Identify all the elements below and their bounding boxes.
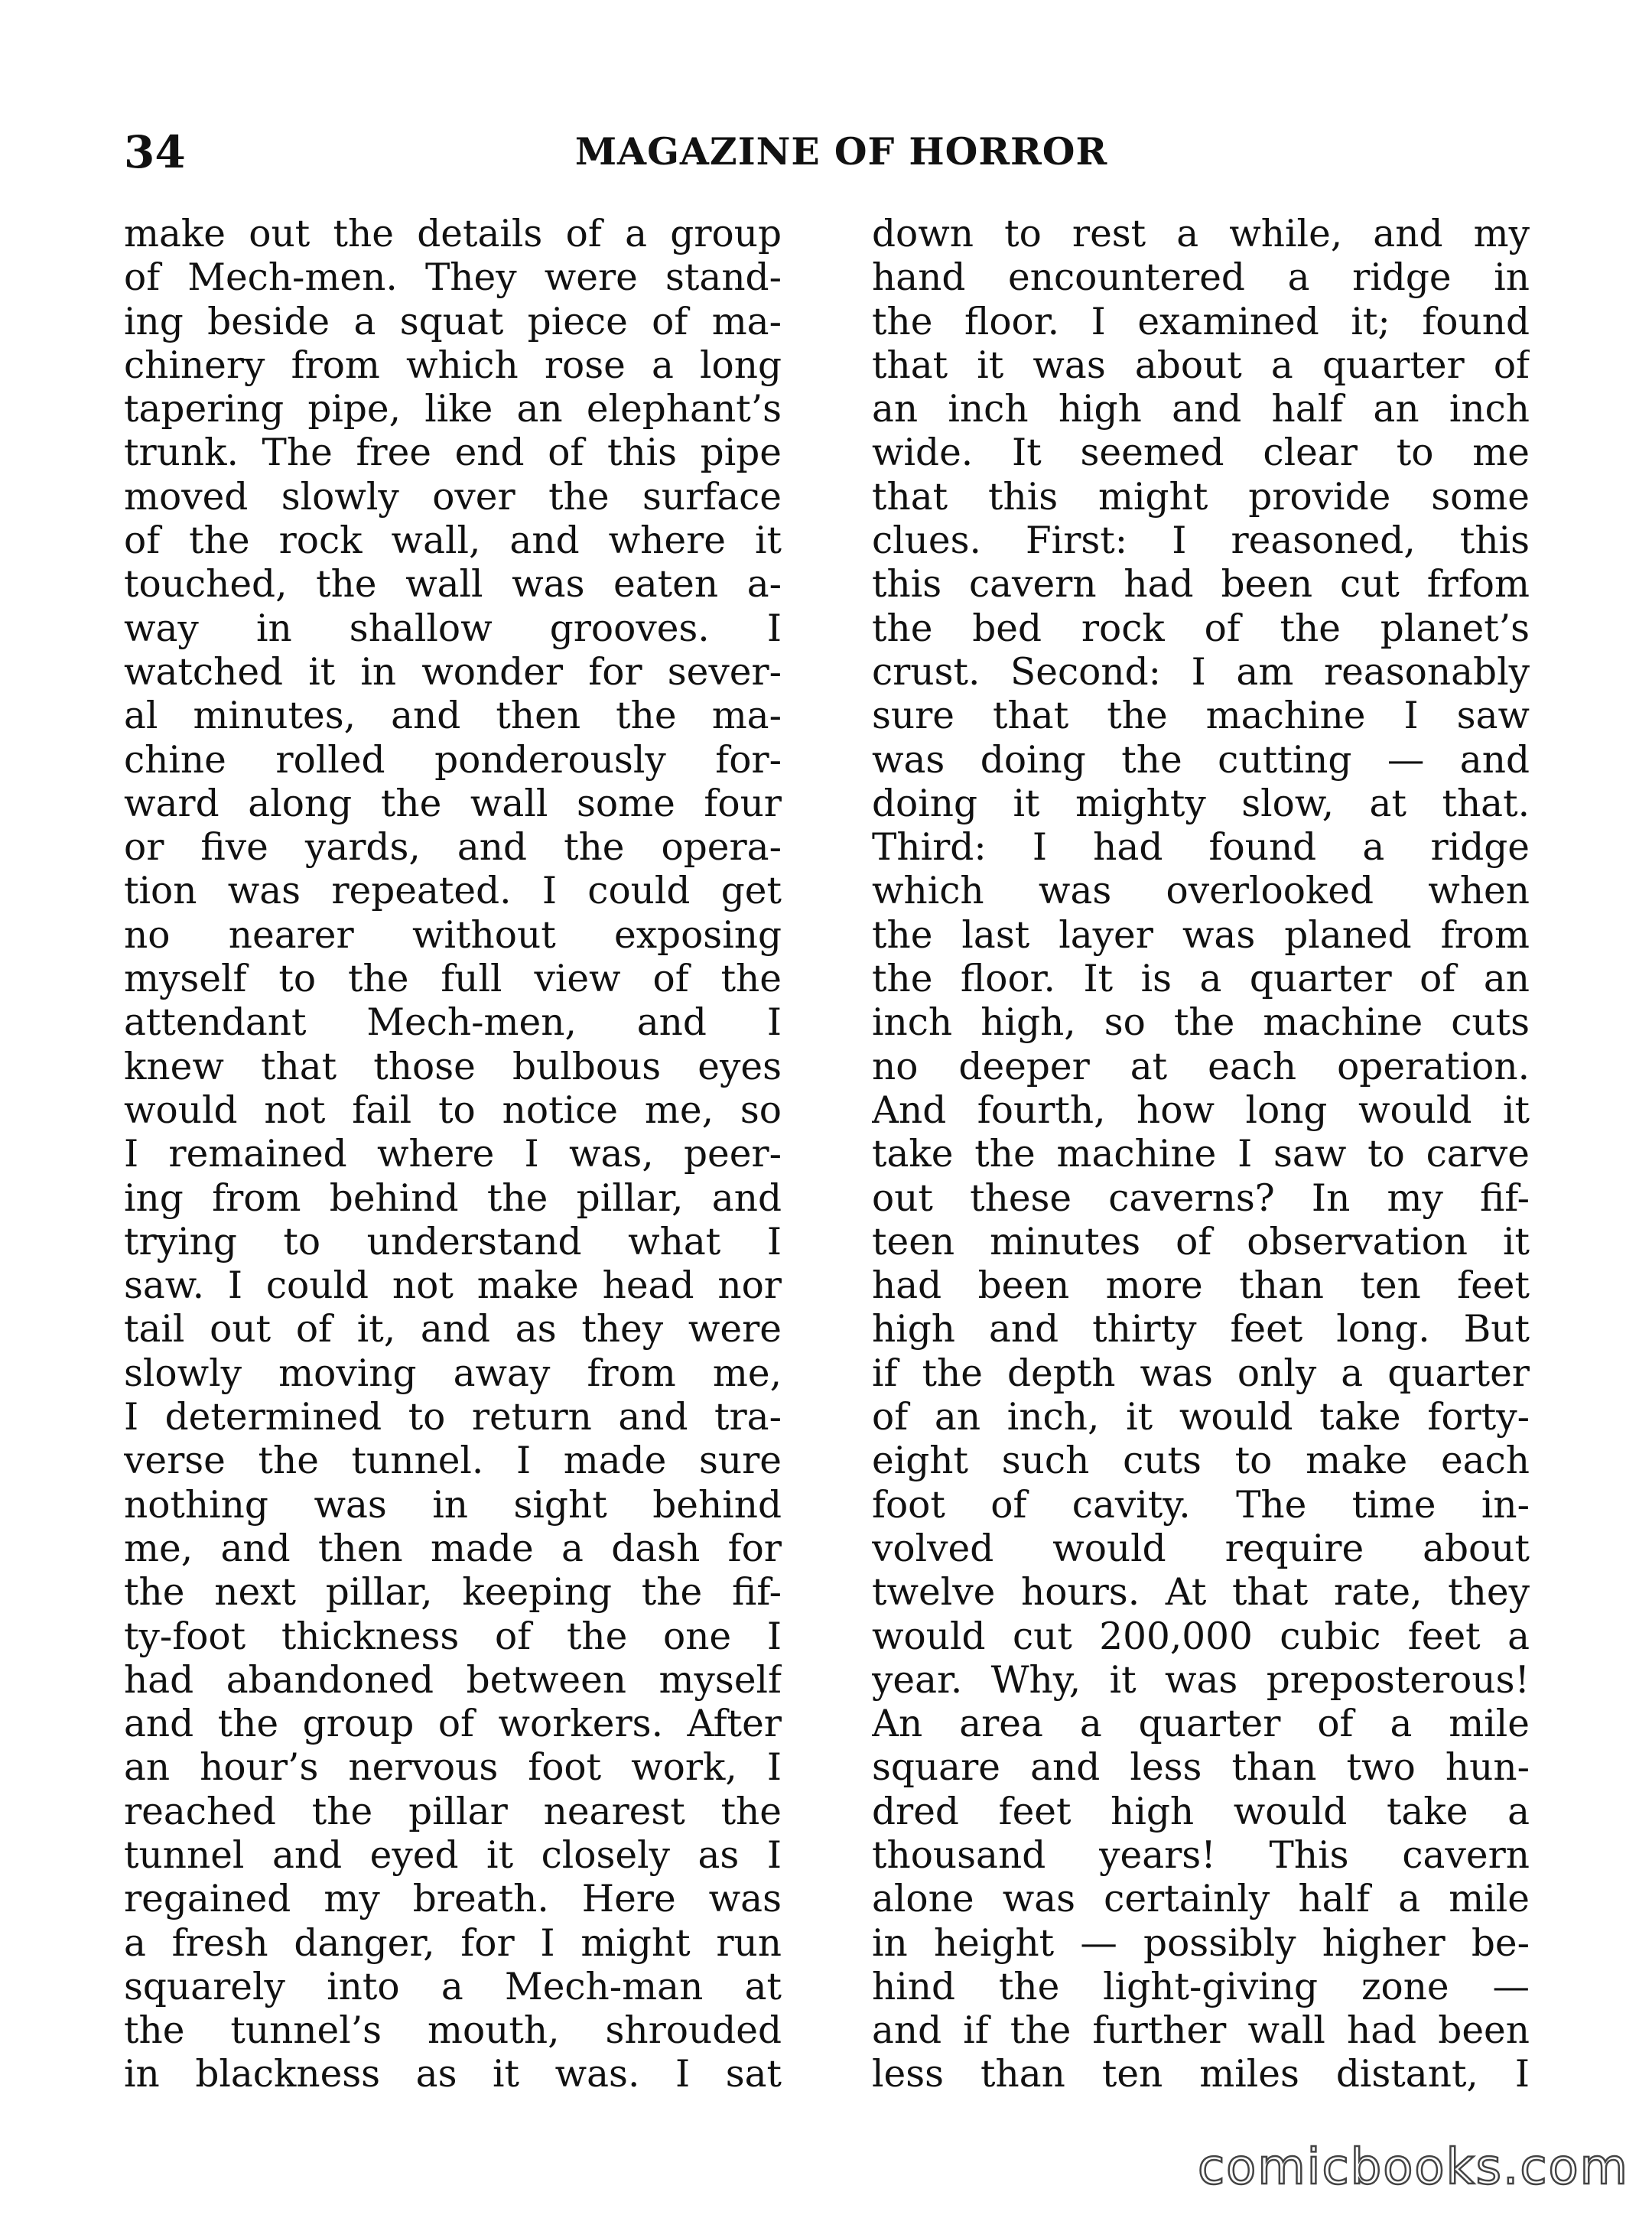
text-line: volved would require about <box>872 1527 1530 1570</box>
text-line: saw. I could not make head nor <box>124 1264 782 1308</box>
text-line: of Mech-men. They were stand- <box>124 256 782 300</box>
text-line: in height — possibly higher be- <box>872 1921 1530 1965</box>
text-line: was doing the cutting — and <box>872 738 1530 782</box>
text-line: out these caverns? In my fif- <box>872 1176 1530 1220</box>
text-line: I remained where I was, peer- <box>124 1133 782 1176</box>
text-line: An area a quarter of a mile <box>872 1703 1530 1746</box>
text-line: of an inch, it would take forty- <box>872 1396 1530 1439</box>
text-line: this cavern had been cut frfom <box>872 563 1530 607</box>
left-text-column <box>124 213 782 2097</box>
text-line: had been more than ten feet <box>872 1264 1530 1308</box>
text-line: would cut 200,000 cubic feet a <box>872 1615 1530 1658</box>
page-number: 34 <box>124 126 186 178</box>
text-line: and if the further wall had been <box>872 2009 1530 2053</box>
text-line: And fourth, how long would it <box>872 1088 1530 1132</box>
text-line: regained my breath. Here was <box>124 1878 782 1921</box>
text-line: or five yards, and the opera- <box>124 826 782 870</box>
text-line: high and thirty feet long. But <box>872 1308 1530 1351</box>
text-line: reached the pillar nearest the <box>124 1790 782 1833</box>
text-line: ty-foot thickness of the one I <box>124 1615 782 1658</box>
text-line: knew that those bulbous eyes <box>124 1045 782 1088</box>
text-line: moved slowly over the surface <box>124 475 782 519</box>
text-line: and the group of workers. After <box>124 1703 782 1746</box>
text-line: no nearer without exposing <box>124 913 782 957</box>
text-line: verse the tunnel. I made sure <box>124 1439 782 1483</box>
text-line: watched it in wonder for sever- <box>124 650 782 694</box>
watermark-logo: comicbooks.com <box>1197 2139 1629 2196</box>
text-line: in blackness as it was. I sat <box>124 2053 782 2096</box>
text-line: chinery from which rose a long <box>124 343 782 387</box>
text-line: attendant Mech-men, and I <box>124 1001 782 1045</box>
text-line: the floor. I examined it; found <box>872 300 1530 343</box>
text-line: crust. Second: I am reasonably <box>872 650 1530 694</box>
text-line: the next pillar, keeping the fif- <box>124 1571 782 1615</box>
text-line: make out the details of a group <box>124 213 782 255</box>
text-line: ing from behind the pillar, and <box>124 1176 782 1220</box>
text-line: al minutes, and then the ma- <box>124 694 782 738</box>
text-line: tion was repeated. I could get <box>124 870 782 913</box>
text-line: dred feet high would take a <box>872 1790 1530 1833</box>
text-line: twelve hours. At that rate, they <box>872 1571 1530 1615</box>
text-line: take the machine I saw to carve <box>872 1133 1530 1176</box>
text-line: inch high, so the machine cuts <box>872 1001 1530 1045</box>
text-line: eight such cuts to make each <box>872 1439 1530 1483</box>
text-line: the tunnel’s mouth, shrouded <box>124 2009 782 2053</box>
text-line: nothing was in sight behind <box>124 1483 782 1527</box>
text-line: ing beside a squat piece of ma- <box>124 300 782 343</box>
text-line: alone was certainly half a mile <box>872 1878 1530 1921</box>
text-line: squarely into a Mech-man at <box>124 1965 782 2008</box>
text-line: would not fail to notice me, so <box>124 1088 782 1132</box>
text-line: tunnel and eyed it closely as I <box>124 1833 782 1877</box>
text-line: wide. It seemed clear to me <box>872 431 1530 475</box>
text-line: way in shallow grooves. I <box>124 607 782 650</box>
text-line: an inch high and half an inch <box>872 388 1530 431</box>
text-line: square and less than two hun- <box>872 1746 1530 1790</box>
text-line: sure that the machine I saw <box>872 694 1530 738</box>
text-line: thousand years! This cavern <box>872 1833 1530 1877</box>
text-line: the last layer was planed from <box>872 913 1530 957</box>
text-line: I determined to return and tra- <box>124 1396 782 1439</box>
text-line: if the depth was only a quarter <box>872 1351 1530 1395</box>
text-line: of the rock wall, and where it <box>124 519 782 563</box>
text-line: the bed rock of the planet’s <box>872 607 1530 650</box>
text-line: that this might provide some <box>872 475 1530 519</box>
text-line: an hour’s nervous foot work, I <box>124 1746 782 1790</box>
text-line: doing it mighty slow, at that. <box>872 782 1530 825</box>
text-line: trying to understand what I <box>124 1220 782 1263</box>
text-line: year. Why, it was preposterous! <box>872 1658 1530 1702</box>
text-line: touched, the wall was eaten a- <box>124 563 782 607</box>
text-line: foot of cavity. The time in- <box>872 1483 1530 1527</box>
text-line: me, and then made a dash for <box>124 1527 782 1570</box>
text-line: no deeper at each operation. <box>872 1045 1530 1088</box>
text-line: tail out of it, and as they were <box>124 1308 782 1351</box>
text-line: had abandoned between myself <box>124 1658 782 1702</box>
text-line: clues. First: I reasoned, this <box>872 519 1530 563</box>
text-line: hind the light-giving zone — <box>872 1965 1530 2008</box>
text-line: slowly moving away from me, <box>124 1351 782 1395</box>
text-line: teen minutes of observation it <box>872 1220 1530 1263</box>
text-line: tapering pipe, like an elephant’s <box>124 388 782 431</box>
text-line: down to rest a while, and my <box>872 213 1530 255</box>
text-line: the floor. It is a quarter of an <box>872 958 1530 1001</box>
text-line: which was overlooked when <box>872 870 1530 913</box>
text-line: ward along the wall some four <box>124 782 782 825</box>
text-line: myself to the full view of the <box>124 958 782 1001</box>
text-line: a fresh danger, for I might run <box>124 1921 782 1965</box>
text-line: chine rolled ponderously for- <box>124 738 782 782</box>
text-line: hand encountered a ridge in <box>872 256 1530 300</box>
right-text-column <box>872 213 1530 2097</box>
text-line: less than ten miles distant, I <box>872 2053 1530 2096</box>
text-line: trunk. The free end of this pipe <box>124 431 782 475</box>
text-line: that it was about a quarter of <box>872 343 1530 387</box>
running-header-title: MAGAZINE OF HORROR <box>574 129 1108 174</box>
text-line: Third: I had found a ridge <box>872 826 1530 870</box>
